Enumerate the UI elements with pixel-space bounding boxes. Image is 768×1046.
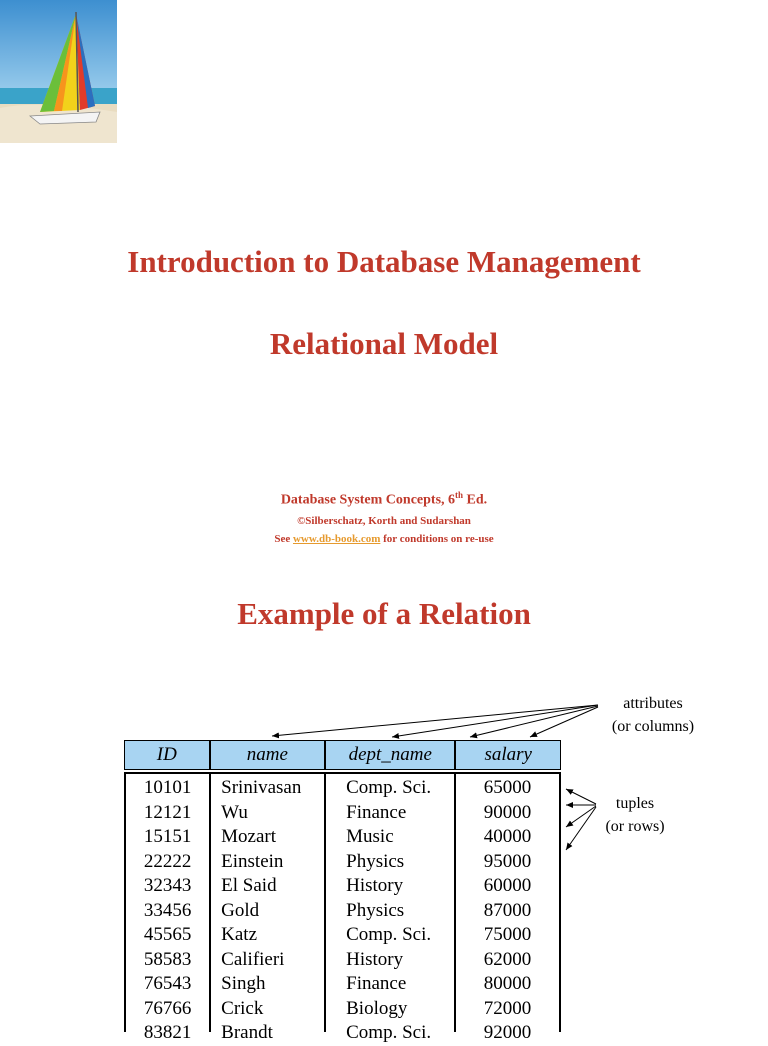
cell-name: Brandt bbox=[221, 1022, 273, 1043]
cell-name: Califieri bbox=[221, 948, 285, 970]
tuples-annotation: tuples (or rows) bbox=[605, 795, 665, 835]
cell-dept-name: History bbox=[346, 875, 404, 896]
reuse-notice: See www.db-book.com for conditions on re-use bbox=[274, 532, 494, 545]
header-id: ID bbox=[125, 741, 211, 769]
dept-name-column bbox=[326, 774, 456, 1043]
cell-salary: 80000 bbox=[483, 973, 532, 994]
salary-column bbox=[456, 774, 559, 1043]
cell-salary: 95000 bbox=[483, 850, 532, 872]
cell-name: Wu bbox=[221, 801, 248, 823]
cell-id: 32343 bbox=[143, 875, 192, 896]
book-citation: Database System Concepts, 6th Ed. bbox=[280, 490, 488, 508]
cell-id: 76766 bbox=[143, 997, 192, 1019]
cell-name: Gold bbox=[221, 899, 260, 921]
cell-salary: 62000 bbox=[483, 948, 532, 970]
cell-id: 15151 bbox=[143, 826, 192, 847]
cell-id: 76543 bbox=[143, 973, 192, 994]
cell-name: El Said bbox=[221, 875, 277, 896]
table-body bbox=[124, 772, 561, 1043]
cell-dept-name: Biology bbox=[346, 997, 408, 1019]
presentation-subtitle: Relational Model bbox=[269, 326, 499, 361]
cell-name: Einstein bbox=[221, 850, 284, 872]
cell-dept-name: Finance bbox=[346, 801, 407, 823]
cell-dept-name: Comp. Sci. bbox=[346, 924, 432, 945]
cell-dept-name: Physics bbox=[346, 899, 405, 921]
cell-name: Mozart bbox=[221, 826, 277, 847]
cell-dept-name: Comp. Sci. bbox=[346, 1022, 432, 1043]
cell-salary: 60000 bbox=[483, 875, 532, 896]
name-column bbox=[211, 774, 326, 1043]
cell-dept-name: Music bbox=[346, 826, 394, 847]
presentation-title: Introduction to Database Management bbox=[127, 244, 641, 279]
id-column bbox=[126, 774, 211, 1043]
cell-name: Singh bbox=[221, 973, 266, 994]
header-salary: salary bbox=[484, 744, 532, 765]
credits-block bbox=[0, 484, 768, 548]
cell-id: 33456 bbox=[143, 899, 192, 921]
attributes-annotation: attributes (or columns) bbox=[611, 695, 695, 735]
cell-salary: 75000 bbox=[483, 924, 532, 945]
cell-salary: 72000 bbox=[483, 997, 532, 1019]
table-header-row bbox=[124, 740, 561, 770]
cell-dept-name: Physics bbox=[346, 850, 405, 872]
cell-id: 10101 bbox=[143, 777, 192, 798]
cell-salary: 92000 bbox=[483, 1022, 532, 1043]
copyright-notice: ©Silberschatz, Korth and Sudarshan bbox=[297, 514, 471, 527]
cell-id: 45565 bbox=[143, 924, 192, 945]
cell-name: Katz bbox=[221, 924, 258, 945]
cell-salary: 40000 bbox=[483, 826, 532, 847]
cell-id: 83821 bbox=[143, 1022, 192, 1043]
cell-id: 58583 bbox=[143, 948, 192, 970]
cell-salary: 90000 bbox=[483, 801, 532, 823]
cell-id: 12121 bbox=[143, 801, 192, 823]
header-name: name bbox=[211, 741, 326, 769]
cell-salary: 87000 bbox=[483, 899, 532, 921]
slide-title: Example of a Relation bbox=[237, 596, 531, 631]
db-book-link[interactable]: www.db-book.com bbox=[292, 532, 381, 545]
header-dept-name: dept_name bbox=[326, 741, 456, 769]
cell-id: 22222 bbox=[143, 850, 192, 872]
cell-name: Crick bbox=[221, 997, 264, 1019]
cell-dept-name: Comp. Sci. bbox=[346, 777, 432, 798]
cell-dept-name: Finance bbox=[346, 973, 407, 994]
cell-dept-name: History bbox=[346, 948, 404, 970]
cell-name: Srinivasan bbox=[221, 777, 302, 798]
instructor-relation-table bbox=[124, 740, 563, 1043]
sailboat-logo bbox=[0, 0, 117, 143]
cell-salary: 65000 bbox=[483, 777, 532, 798]
